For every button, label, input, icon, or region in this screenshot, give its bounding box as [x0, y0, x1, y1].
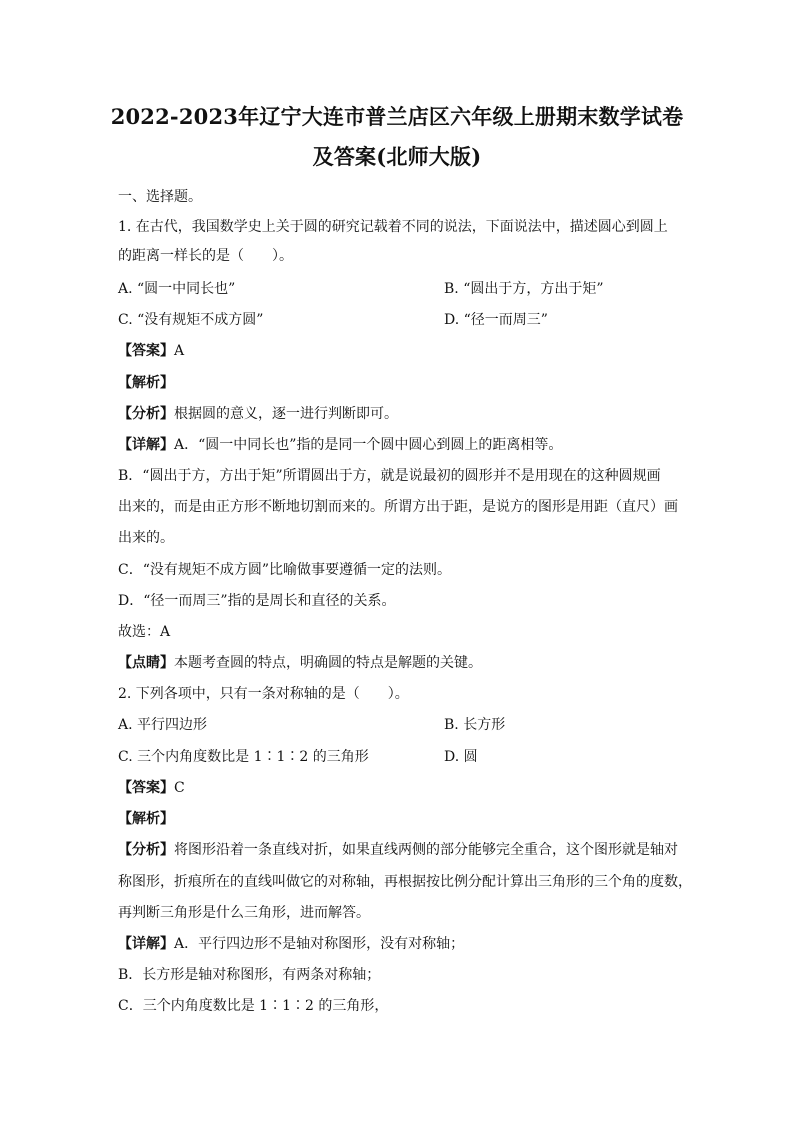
q2-analysis-tag: 【解析】 — [118, 811, 174, 827]
q1-fenxi — [118, 404, 678, 424]
q1-fenxi-text: 根据圆的意义，逐一进行判断即可。 — [174, 406, 398, 422]
q2-fenxi-text-1: 将图形沿着一条直线对折，如果直线两侧的部分能够完全重合，这个图形就是轴对 — [174, 842, 678, 858]
q2-option-d: D. 圆 — [444, 749, 478, 765]
q2-xiangjie-a: A．平行四边形不是轴对称图形，没有对称轴； — [174, 936, 465, 952]
q2-fenxi-line-3: 再判断三角形是什么三角形，进而解答。 — [118, 905, 370, 921]
q1-xiangjie — [118, 435, 678, 455]
q1-option-a: A. “圆一中同长也” — [118, 281, 236, 297]
q1-xiangjie-tag: 【详解】 — [118, 437, 174, 453]
q1-option-b: B. “圆出于方，方出于矩” — [444, 281, 604, 297]
q1-detail-b-line-3: 出来的。 — [118, 530, 174, 546]
q2-answer-tag: 【答案】 — [118, 780, 174, 796]
q2-fenxi-line-1 — [118, 840, 678, 860]
q1-option-d: D. “径一而周三” — [444, 312, 548, 328]
q1-detail-b-line-1: B．“圆出于方，方出于矩”所谓圆出于方，就是说最初的圆形并不是用现在的这种圆规画 — [118, 468, 661, 484]
q1-stem-line-2: 的距离一样长的是（ ）。 — [118, 248, 293, 264]
q1-choose: 故选：A — [118, 624, 171, 640]
q1-answer-tag: 【答案】 — [118, 343, 174, 359]
q1-xiangjie-a: A．“圆一中同长也”指的是同一个圆中圆心到圆上的距离相等。 — [174, 437, 563, 453]
q2-detail-c: C．三个内角度数比是 1∶1∶2 的三角形， — [118, 998, 389, 1014]
q2-fenxi-tag: 【分析】 — [118, 842, 174, 858]
q1-stem-line-1: 1. 在古代，我国数学史上关于圆的研究记载着不同的说法，下面说法中，描述圆心到圆上 — [118, 219, 668, 235]
q2-stem: 2. 下列各项中，只有一条对称轴的是（ ）。 — [118, 686, 409, 702]
q2-answer — [118, 778, 678, 798]
q2-fenxi-line-2: 称图形，折痕所在的直线叫做它的对称轴，再根据按比例分配计算出三角形的三个角的度数， — [118, 874, 692, 890]
q2-option-c: C. 三个内角度数比是 1∶1∶2 的三角形 — [118, 749, 369, 765]
q2-option-b: B. 长方形 — [444, 717, 506, 733]
q1-dianjing — [118, 653, 678, 673]
document-title-line-1: 2022-2023年辽宁大连市普兰店区六年级上册期末数学试卷 — [110, 104, 684, 129]
q2-detail-b: B．长方形是轴对称图形，有两条对称轴； — [118, 967, 381, 983]
q2-xiangjie — [118, 934, 678, 954]
q1-answer — [118, 341, 678, 361]
q2-xiangjie-tag: 【详解】 — [118, 936, 174, 952]
document-title-line-2: 及答案(北师大版) — [312, 144, 482, 169]
q1-fenxi-tag: 【分析】 — [118, 406, 174, 422]
q1-option-c: C. “没有规矩不成方圆” — [118, 312, 264, 328]
section-heading: 一、选择题。 — [118, 189, 202, 205]
q2-option-a: A. 平行四边形 — [118, 717, 208, 733]
q1-dianjing-text: 本题考查圆的特点，明确圆的特点是解题的关键。 — [174, 655, 482, 671]
q1-analysis-tag: 【解析】 — [118, 375, 174, 391]
q1-detail-c: C．“没有规矩不成方圆”比喻做事要遵循一定的法则。 — [118, 562, 452, 578]
q1-dianjing-tag: 【点睛】 — [118, 655, 174, 671]
q1-detail-b-line-2: 出来的，而是由正方形不断地切割而来的。所谓方出于距，是说方的图形是用距（直尺）画 — [118, 499, 678, 515]
q1-answer-value: A — [174, 343, 185, 359]
q2-answer-value: C — [174, 780, 185, 796]
q1-detail-d: D．“径一而周三”指的是周长和直径的关系。 — [118, 593, 396, 609]
